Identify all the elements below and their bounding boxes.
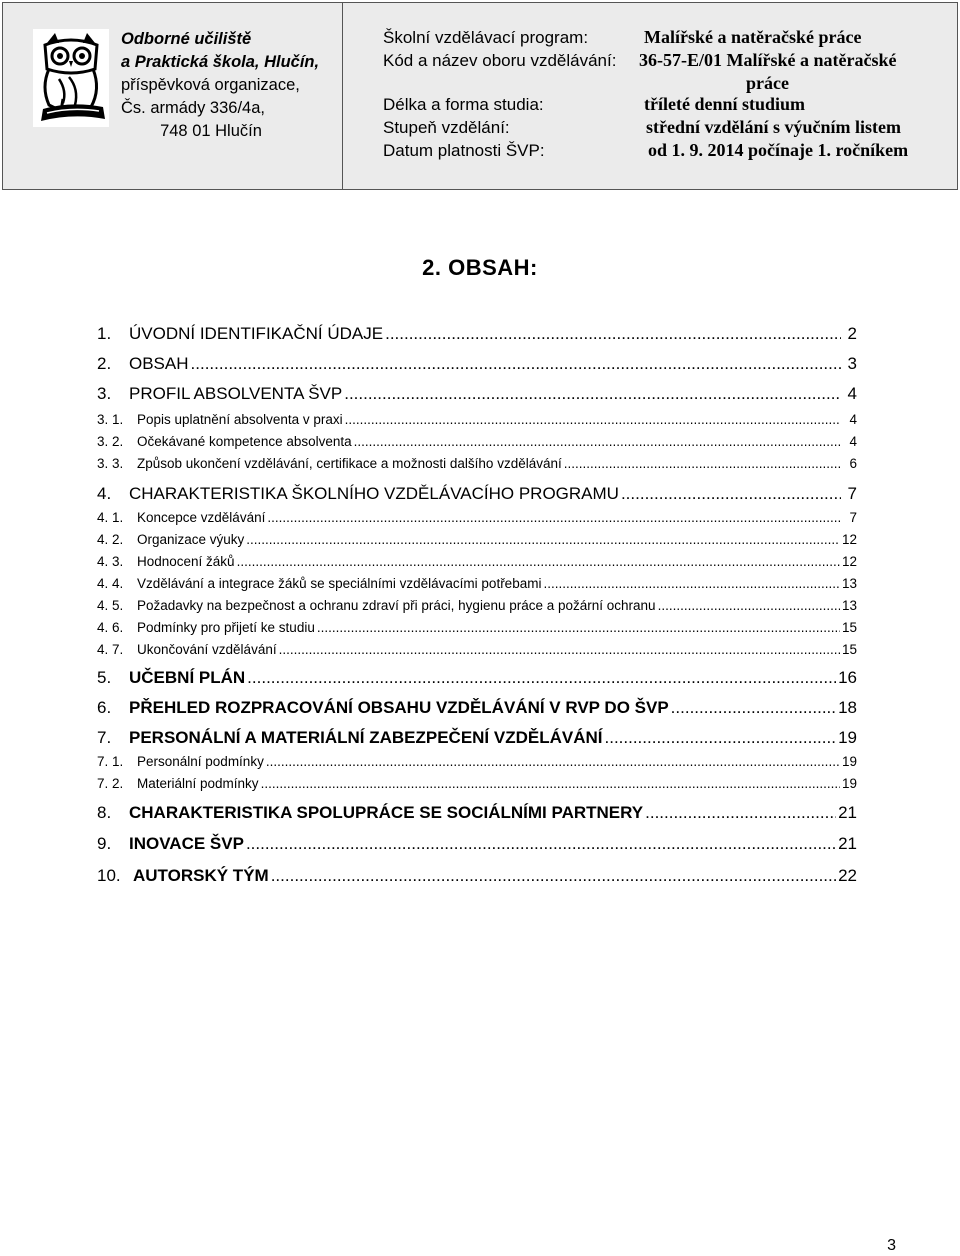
toc-entry-number: 4. 3. (97, 554, 124, 569)
toc-subentry[interactable] (97, 510, 857, 525)
toc-entry-page: 21 (838, 803, 857, 822)
toc-entry-number: 4. 7. (97, 642, 124, 657)
toc-entry-number: 3. 2. (97, 434, 124, 449)
toc-leader-dots (247, 668, 836, 688)
toc-entry-number: 8. (97, 803, 112, 822)
toc-subentry[interactable] (97, 754, 857, 769)
toc-entry-title: Očekávané kompetence absolventa (137, 434, 352, 449)
toc-entry[interactable] (97, 834, 857, 854)
toc-entry-number: 4. 6. (97, 620, 124, 635)
field-code-value-cont: práce (746, 73, 789, 93)
toc-leader-dots (191, 354, 841, 374)
toc-entry-page: 7 (847, 484, 857, 503)
toc-entry-title: PROFIL ABSOLVENTA ŠVP (129, 384, 343, 403)
toc-entry-page: 13 (841, 598, 857, 613)
toc-subentry[interactable] (97, 532, 857, 547)
toc-leader-dots (621, 484, 841, 504)
field-code-label: Kód a název oboru vzdělávání: (383, 51, 617, 70)
toc-leader-dots (605, 728, 837, 748)
toc-entry-page: 13 (841, 576, 857, 591)
school-address (121, 28, 341, 143)
document-header (2, 2, 958, 190)
toc-entry-title: AUTORSKÝ TÝM (133, 866, 269, 885)
toc-subentry[interactable] (97, 434, 857, 449)
toc-entry-title: Ukončování vzdělávání (137, 642, 277, 657)
toc-entry-page: 4 (849, 412, 857, 427)
field-code-value: 36-57-E/01 Malířské a natěračské (639, 50, 897, 70)
toc-entry-title: ÚVODNÍ IDENTIFIKAČNÍ ÚDAJE (129, 324, 384, 343)
toc-entry[interactable] (97, 728, 857, 748)
toc-entry-number: 9. (97, 834, 112, 853)
toc-entry-page: 3 (847, 354, 857, 373)
toc-entry[interactable] (97, 668, 857, 688)
toc-entry-page: 6 (849, 456, 857, 471)
toc-entry-page: 19 (841, 754, 857, 769)
toc-entry-page: 22 (838, 866, 857, 885)
toc-entry-title: Personální podmínky (137, 754, 264, 769)
toc-subentry[interactable] (97, 554, 857, 569)
duration-label: Délka a forma studia: (383, 95, 544, 114)
toc-entry[interactable] (97, 384, 857, 404)
toc-entry-page: 21 (838, 834, 857, 853)
toc-entry[interactable] (97, 324, 857, 344)
toc-entry-number: 4. 5. (97, 598, 124, 613)
toc-title: 2. OBSAH: (422, 255, 538, 280)
toc-leader-dots (344, 384, 841, 404)
toc-leader-dots (237, 554, 840, 569)
school-city: 748 01 Hlučín (160, 122, 262, 140)
toc-entry-title: Organizace výuky (137, 532, 245, 547)
toc-leader-dots (345, 412, 841, 427)
toc-leader-dots (671, 698, 836, 718)
valid-from-label: Datum platnosti ŠVP: (383, 141, 545, 160)
toc-subentry[interactable] (97, 598, 857, 613)
toc-entry-title: Vzdělávání a integrace žáků se speciálními vzdělávacími potřebami (137, 576, 542, 591)
toc-entry-page: 15 (841, 620, 857, 635)
page-number: 3 (887, 1237, 896, 1254)
toc-entry[interactable] (97, 484, 857, 504)
toc-leader-dots (267, 510, 841, 525)
program-label: Školní vzdělávací program: (383, 28, 589, 47)
program-info (343, 3, 957, 189)
toc-entry-title: Koncepce vzdělávání (137, 510, 266, 525)
toc-entry-number: 4. 1. (97, 510, 124, 525)
toc-entry-number: 7. 2. (97, 776, 124, 791)
toc-entry-number: 4. (97, 484, 112, 503)
toc-entry[interactable] (97, 803, 857, 823)
toc-entry-number: 7. (97, 728, 112, 747)
toc-entry-number: 2. (97, 354, 112, 373)
toc-entry-number: 10. (97, 866, 121, 885)
toc-entry-page: 12 (841, 532, 857, 547)
toc-entry-title: Způsob ukončení vzdělávání, certifikace a možnosti dalšího vzdělávání (137, 456, 562, 471)
toc-entry-page: 19 (841, 776, 857, 791)
toc-entry-page: 4 (849, 434, 857, 449)
toc-entry-title: PŘEHLED ROZPRACOVÁNÍ OBSAHU VZDĚLÁVÁNÍ V RVP DO ŠVP (129, 698, 669, 717)
toc-leader-dots (354, 434, 841, 449)
valid-from-value: od 1. 9. 2014 počínaje 1. ročníkem (648, 140, 909, 160)
toc-leader-dots (385, 324, 841, 344)
toc-entry-page: 2 (847, 324, 857, 343)
toc-entry-number: 5. (97, 668, 112, 687)
toc-leader-dots (658, 598, 840, 613)
toc-subentry[interactable] (97, 642, 857, 657)
toc-entry-number: 6. (97, 698, 112, 717)
toc-leader-dots (564, 456, 841, 471)
toc-subentry[interactable] (97, 576, 857, 591)
toc-entry-number: 4. 4. (97, 576, 124, 591)
toc-entry-title: Popis uplatnění absolventa v praxi (137, 412, 343, 427)
program-value: Malířské a natěračské práce (644, 27, 862, 47)
toc-entry-page: 19 (838, 728, 857, 747)
duration-value: tříleté denní studium (644, 94, 806, 114)
school-block (3, 3, 343, 189)
school-name-line2: a Praktická škola, Hlučín, (121, 53, 320, 71)
toc-entry[interactable] (97, 866, 857, 886)
school-name-line1: Odborné učiliště (121, 30, 252, 48)
toc-subentry[interactable] (97, 456, 857, 471)
toc-entry-title: Hodnocení žáků (137, 554, 235, 569)
level-label: Stupeň vzdělání: (383, 118, 510, 137)
toc-entry-title: UČEBNÍ PLÁN (129, 668, 246, 687)
toc-entry-number: 3. 3. (97, 456, 124, 471)
toc-leader-dots (645, 803, 836, 823)
toc-entry-number: 7. 1. (97, 754, 124, 769)
toc-leader-dots (246, 532, 840, 547)
toc-subentry[interactable] (97, 620, 857, 635)
toc-leader-dots (279, 642, 840, 657)
school-type: příspěvková organizace, (121, 76, 300, 94)
toc-entry-page: 18 (838, 698, 857, 717)
toc-entry-title: Materiální podmínky (137, 776, 259, 791)
toc-subentry[interactable] (97, 412, 857, 427)
toc-entry-title: CHARAKTERISTIKA SPOLUPRÁCE SE SOCIÁLNÍMI PARTNERY (129, 803, 644, 822)
toc-entry-number: 4. 2. (97, 532, 124, 547)
toc-entry-page: 16 (838, 668, 857, 687)
toc-entry-title: INOVACE ŠVP (129, 834, 244, 853)
toc-entry-page: 7 (849, 510, 857, 525)
toc-entry-title: PERSONÁLNÍ A MATERIÁLNÍ ZABEZPEČENÍ VZDĚLÁVÁNÍ (129, 728, 603, 747)
level-value: střední vzdělání s výučním listem (646, 117, 901, 137)
toc-entry-number: 3. 1. (97, 412, 124, 427)
toc-entry-title: Požadavky na bezpečnost a ochranu zdraví při práci, hygienu práce a požární ochranu (137, 598, 656, 613)
owl-logo-icon (33, 29, 109, 127)
toc-entry[interactable] (97, 698, 857, 718)
toc-leader-dots (543, 576, 840, 591)
toc-leader-dots (246, 834, 836, 854)
toc-entry-page: 15 (841, 642, 857, 657)
toc-entry-number: 3. (97, 384, 112, 403)
toc-entry[interactable] (97, 354, 857, 374)
toc-leader-dots (271, 866, 836, 886)
toc-entry-title: OBSAH (129, 354, 189, 373)
toc-subentry[interactable] (97, 776, 857, 791)
toc-leader-dots (266, 754, 840, 769)
toc-entry-number: 1. (97, 324, 112, 343)
school-street: Čs. armády 336/4a, (121, 99, 265, 117)
toc-entry-title: CHARAKTERISTIKA ŠKOLNÍHO VZDĚLÁVACÍHO PROGRAMU (129, 484, 619, 503)
toc-leader-dots (261, 776, 840, 791)
toc-leader-dots (317, 620, 840, 635)
toc-entry-page: 4 (847, 384, 857, 403)
toc-entry-page: 12 (841, 554, 857, 569)
toc-entry-title: Podmínky pro přijetí ke studiu (137, 620, 315, 635)
